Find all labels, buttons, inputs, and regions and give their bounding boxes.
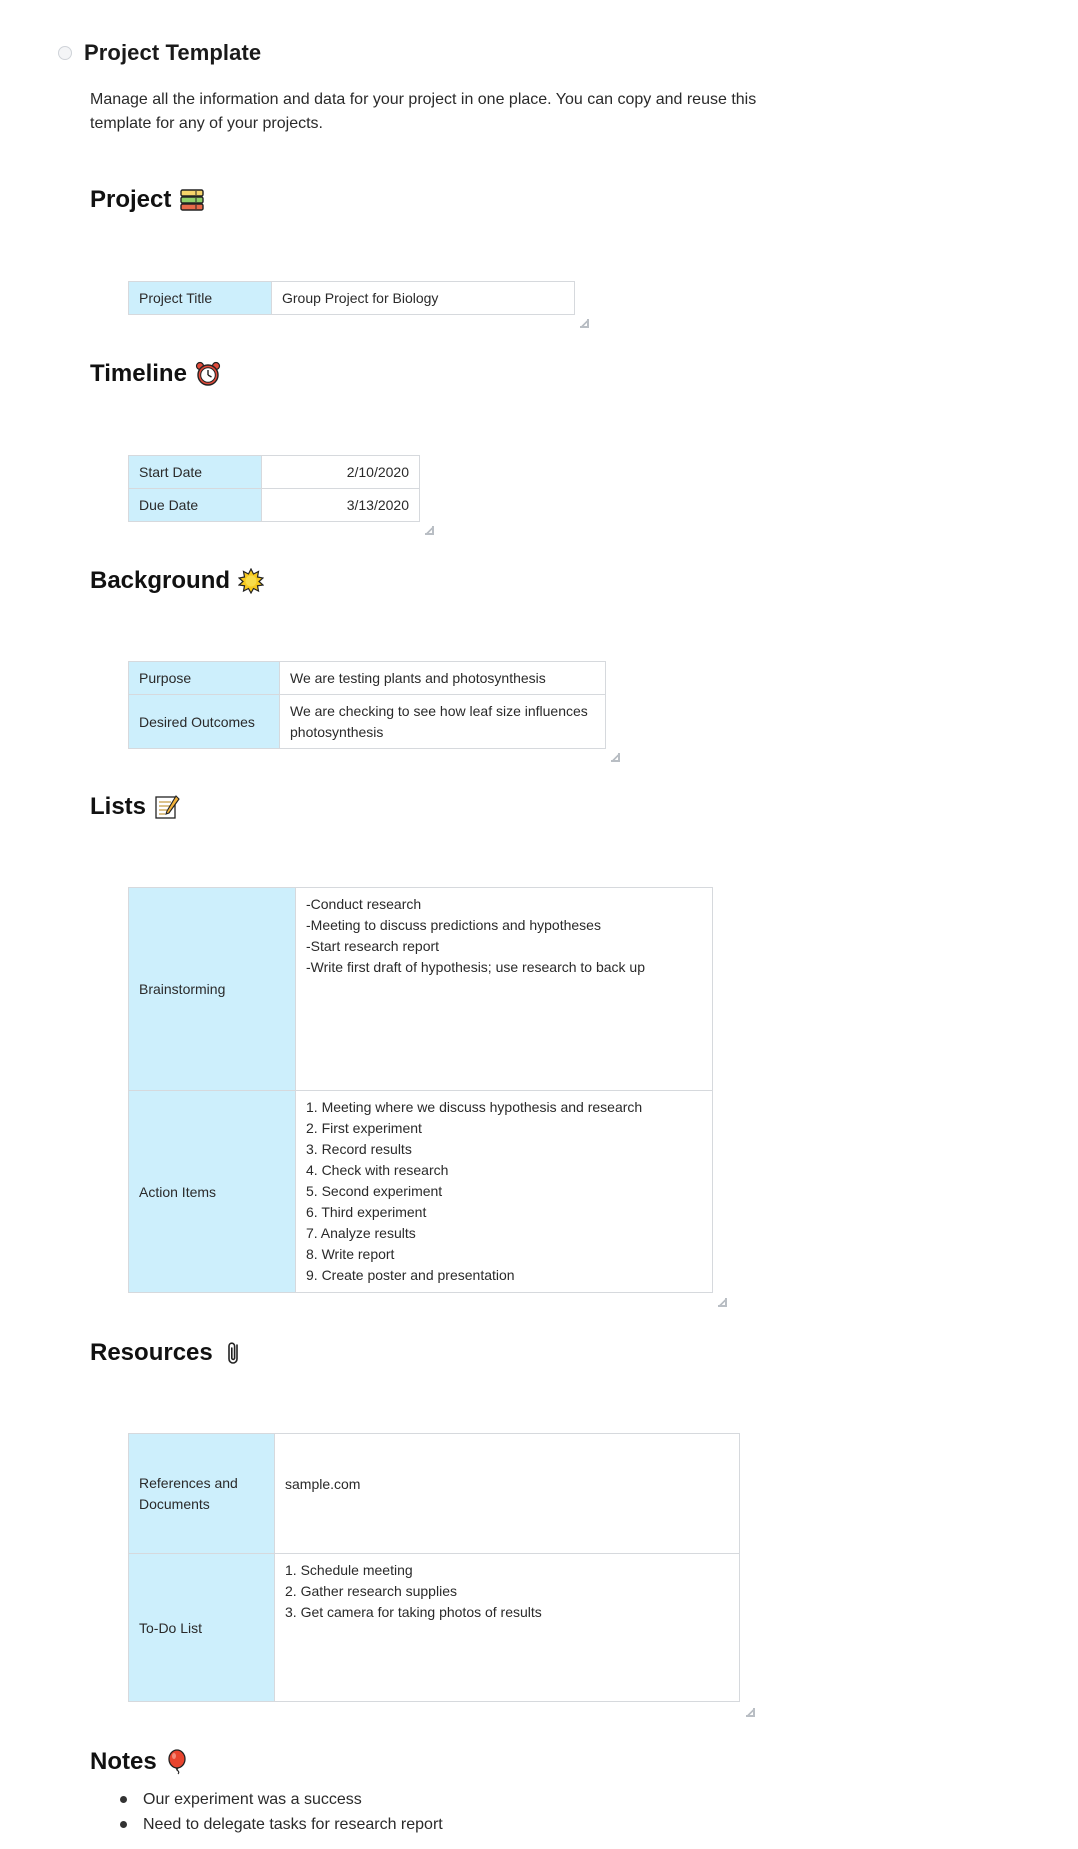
table-label-cell[interactable]: Due Date	[129, 489, 262, 522]
table-label-cell[interactable]: Start Date	[129, 456, 262, 489]
section-heading-lists[interactable]	[90, 793, 180, 821]
section-heading-text: Resources	[90, 1339, 213, 1366]
lists-table	[128, 887, 713, 1293]
document-title[interactable]: Project Template	[84, 40, 262, 65]
table-value-cell[interactable]: We are testing plants and photosynthesis	[280, 662, 606, 695]
table-row	[129, 282, 575, 315]
cell-text: 1. Meeting where we discuss hypothesis and research 2. First experiment 3. Record results 4. Check with research 5. Second experiment 6. Third experiment 7. Analyze results 8. Write report 9. Create poster and presentation	[306, 1099, 643, 1283]
notes-list	[118, 1787, 443, 1837]
table-row	[129, 1554, 740, 1702]
table-value-cell[interactable]	[296, 1091, 713, 1293]
balloon-icon	[165, 1749, 191, 1775]
table-label-cell[interactable]: References and Documents	[129, 1434, 275, 1554]
table-row	[129, 662, 606, 695]
table-row	[129, 489, 420, 522]
table-resize-handle[interactable]	[425, 526, 434, 535]
section-heading-timeline[interactable]	[90, 360, 221, 388]
status-circle-icon[interactable]	[58, 46, 72, 60]
table-label-cell[interactable]: Action Items	[129, 1091, 296, 1293]
timeline-table	[128, 455, 420, 522]
cell-text: -Conduct research -Meeting to discuss predictions and hypotheses -Start research report -Write first draft of hypothesis; use research to back up	[306, 896, 646, 975]
section-heading-text: Background	[90, 567, 231, 594]
memo-icon	[154, 794, 180, 820]
resources-table	[128, 1433, 740, 1702]
table-resize-handle[interactable]	[718, 1298, 727, 1307]
table-label-cell[interactable]: Purpose	[129, 662, 280, 695]
section-heading-notes[interactable]	[90, 1748, 191, 1776]
table-value-cell[interactable]: 2/10/2020	[262, 456, 420, 489]
table-row	[129, 1091, 713, 1293]
list-item[interactable]: Need to delegate tasks for research report	[118, 1812, 443, 1837]
table-value-cell[interactable]: We are checking to see how leaf size influences photosynthesis	[280, 695, 606, 749]
alarm-clock-icon	[195, 361, 221, 387]
document-title-row	[58, 40, 261, 66]
table-row	[129, 1434, 740, 1554]
table-row	[129, 695, 606, 749]
table-resize-handle[interactable]	[746, 1708, 755, 1717]
table-value-cell[interactable]	[275, 1434, 740, 1554]
table-resize-handle[interactable]	[611, 753, 620, 762]
list-item[interactable]: Our experiment was a success	[118, 1787, 443, 1812]
table-label-cell[interactable]: Brainstorming	[129, 888, 296, 1091]
paperclip-icon	[221, 1340, 247, 1366]
table-value-cell[interactable]: 3/13/2020	[262, 489, 420, 522]
table-value-cell[interactable]: Group Project for Biology	[272, 282, 575, 315]
document-description[interactable]: Manage all the information and data for your project in one place. You can copy and reuse this template for any of your projects.	[90, 91, 757, 132]
background-table	[128, 661, 606, 749]
cell-text: 1. Schedule meeting 2. Gather research supplies 3. Get camera for taking photos of results	[285, 1562, 542, 1620]
section-heading-project[interactable]	[90, 186, 205, 214]
table-row	[129, 888, 713, 1091]
section-heading-text: Lists	[90, 793, 147, 820]
table-value-cell[interactable]	[296, 888, 713, 1091]
section-heading-resources[interactable]	[90, 1339, 247, 1367]
table-label-cell[interactable]: To-Do List	[129, 1554, 275, 1702]
table-resize-handle[interactable]	[580, 319, 589, 328]
table-row	[129, 456, 420, 489]
section-heading-text: Project	[90, 186, 172, 213]
sun-icon	[238, 568, 264, 594]
section-heading-background[interactable]	[90, 567, 264, 595]
table-label-cell[interactable]: Project Title	[129, 282, 272, 315]
section-heading-text: Notes	[90, 1748, 157, 1775]
table-label-cell[interactable]: Desired Outcomes	[129, 695, 280, 749]
section-heading-text: Timeline	[90, 360, 187, 387]
project-table	[128, 281, 575, 315]
table-value-cell[interactable]	[275, 1554, 740, 1702]
cell-text: sample.com	[285, 1476, 361, 1492]
books-icon	[179, 187, 205, 213]
